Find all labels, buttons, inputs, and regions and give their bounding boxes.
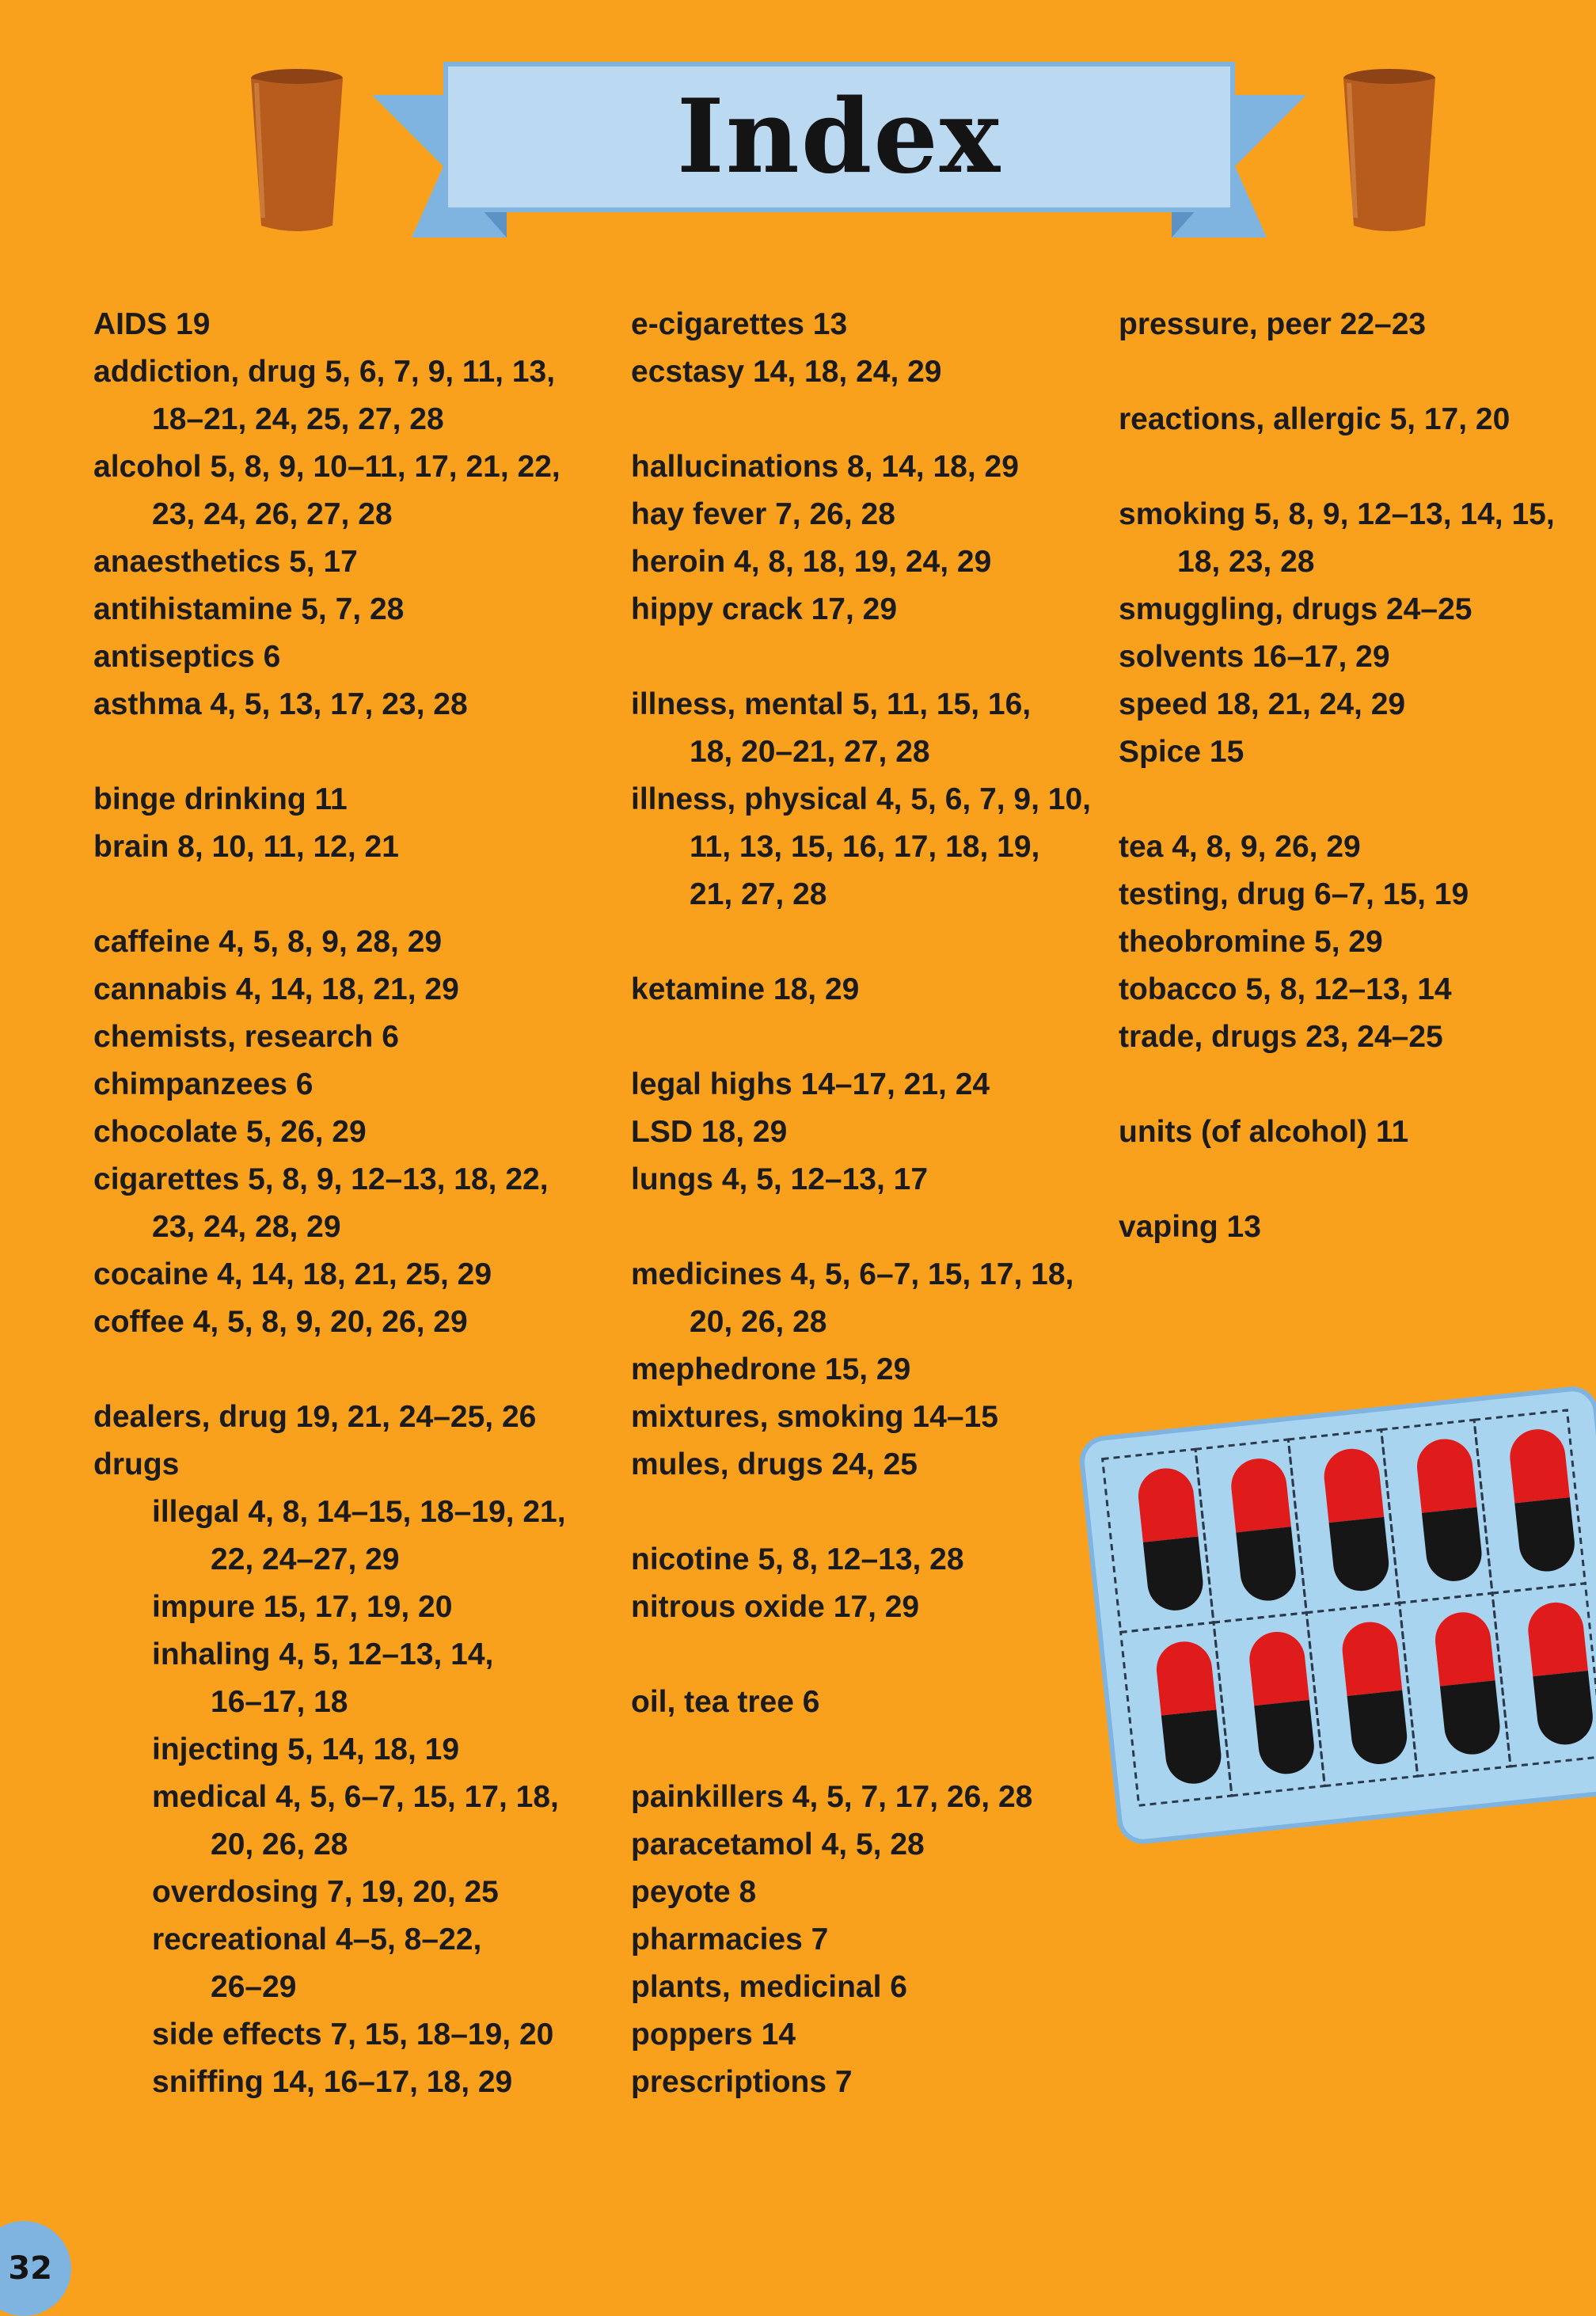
index-entry [631,1964,1122,2011]
index-entry [93,1441,616,1489]
index-entry [1119,681,1594,728]
index-entry [1119,918,1594,966]
index-gap [93,1346,616,1394]
entry-continuation: 23, 24, 26, 27, 28 [152,497,393,531]
index-subentry [93,1631,616,1726]
index-gap [1119,348,1594,396]
index-gap [1119,443,1594,491]
index-subentry [93,1869,616,1916]
index-entry [1119,1109,1594,1156]
index-gap [631,633,1122,681]
entry-continuation: 23, 24, 28, 29 [152,1210,341,1244]
index-entry [631,443,1122,491]
entry-text: cocaine 4, 14, 18, 21, 25, 29 [93,1257,492,1291]
entry-continuation: 18, 20–21, 27, 28 [690,735,930,769]
index-entry [1119,301,1594,348]
index-gap [1119,1156,1594,1204]
index-entry [93,776,616,823]
entry-text: Spice 15 [1119,735,1244,769]
entry-text: theobromine 5, 29 [1119,925,1383,959]
index-entry [631,681,1122,776]
entry-text: painkillers 4, 5, 7, 17, 26, 28 [631,1780,1033,1814]
index-entry [93,1061,616,1109]
entry-text: illness, mental 5, 11, 15, 16, [631,687,1032,721]
entry-text: nicotine 5, 8, 12–13, 28 [631,1542,964,1576]
index-entry [93,538,616,586]
index-entry [93,1251,616,1299]
index-entry [631,586,1122,633]
index-entry [631,1536,1122,1584]
index-entry [631,776,1122,871]
entry-text: vaping 13 [1119,1210,1261,1244]
entry-text: brain 8, 10, 11, 12, 21 [93,830,399,864]
entry-text: AIDS 19 [93,307,211,341]
index-column-1 [93,301,616,2106]
index-entry [1119,823,1594,871]
entry-text: antiseptics 6 [93,640,281,674]
index-entry [93,633,616,681]
entry-text: solvents 16–17, 29 [1119,640,1390,674]
entry-text: mephedrone 15, 29 [631,1352,911,1386]
index-entry [631,2059,1122,2106]
index-entry [631,348,1122,396]
entry-text: tea 4, 8, 9, 26, 29 [1119,830,1361,864]
index-entry [93,1109,616,1156]
entry-text: asthma 4, 5, 13, 17, 23, 28 [93,687,468,721]
entry-text: addiction, drug 5, 6, 7, 9, 11, 13, [93,355,556,389]
entry-text: overdosing 7, 19, 20, 25 [152,1875,499,1909]
cup-icon [1338,67,1441,238]
index-entry [1119,1204,1594,1251]
index-entry [1119,728,1594,776]
index-gap [93,728,616,776]
entry-text: paracetamol 4, 5, 28 [631,1827,925,1862]
index-entry [93,586,616,633]
index-entry [631,1821,1122,1869]
entry-text: lungs 4, 5, 12–13, 17 [631,1162,929,1196]
entry-text: inhaling 4, 5, 12–13, 14, [152,1637,494,1671]
entry-continuation: 18–21, 24, 25, 27, 28 [152,402,444,436]
entry-text: injecting 5, 14, 18, 19 [152,1732,460,1766]
index-entry [1119,633,1594,681]
index-gap [631,1013,1122,1061]
entry-text: cigarettes 5, 8, 9, 12–13, 18, 22, [93,1162,549,1196]
entry-text: medical 4, 5, 6–7, 15, 17, 18, [152,1780,559,1814]
index-entry [631,1394,1122,1441]
entry-text: testing, drug 6–7, 15, 19 [1119,877,1469,911]
index-entry [631,1679,1122,1726]
entry-text: ketamine 18, 29 [631,972,860,1006]
entry-text: drugs [93,1447,180,1481]
entry-text: oil, tea tree 6 [631,1685,820,1719]
entry-text: heroin 4, 8, 18, 19, 24, 29 [631,545,992,579]
index-entry [1119,586,1594,633]
banner-box [443,62,1235,212]
entry-text: illegal 4, 8, 14–15, 18–19, 21, [152,1495,566,1529]
index-subentry [93,1774,616,1869]
entry-text: pressure, peer 22–23 [1119,307,1427,341]
page-title: Index [676,78,1002,196]
index-entry [631,1774,1122,1821]
pill-blister-pack-icon [1077,1383,1596,1847]
index-entry [631,1109,1122,1156]
index-entry [631,491,1122,538]
entry-text: anaesthetics 5, 17 [93,545,358,579]
index-column-3 [1119,301,1594,1251]
index-entry [93,823,616,871]
index-entry [631,1156,1122,1204]
index-entry [93,918,616,966]
title-banner [364,55,1314,245]
entry-text: peyote 8 [631,1875,757,1909]
entry-text: hippy crack 17, 29 [631,592,898,626]
index-entry [93,1013,616,1061]
index-entry [1119,871,1594,918]
index-gap [1119,776,1594,823]
entry-text: chocolate 5, 26, 29 [93,1115,367,1149]
entry-continuation: 26–29 [211,1970,297,2004]
entry-text: legal highs 14–17, 21, 24 [631,1067,990,1101]
index-gap [1119,1061,1594,1109]
entry-text: smuggling, drugs 24–25 [1119,592,1472,626]
entry-text: tobacco 5, 8, 12–13, 14 [1119,972,1452,1006]
index-gap [631,1726,1122,1774]
entry-text: pharmacies 7 [631,1922,829,1957]
index-entry [631,538,1122,586]
index-entry [93,1299,616,1346]
index-entry [631,1584,1122,1631]
index-entry [631,1869,1122,1916]
index-subentry [93,1584,616,1631]
entry-text: sniffing 14, 16–17, 18, 29 [152,2065,513,2099]
entry-text: caffeine 4, 5, 8, 9, 28, 29 [93,925,443,959]
entry-text: chimpanzees 6 [93,1067,314,1101]
index-entry [631,1441,1122,1489]
index-entry [93,301,616,348]
index-entry [93,966,616,1013]
entry-text: cannabis 4, 14, 18, 21, 29 [93,972,459,1006]
entry-text: ecstasy 14, 18, 24, 29 [631,355,942,389]
index-entry [631,1251,1122,1346]
entry-continuation: 11, 13, 15, 16, 17, 18, 19, [690,830,1040,864]
entry-text: poppers 14 [631,2017,796,2052]
entry-continuation: 21, 27, 28 [690,877,827,911]
index-gap [631,918,1122,966]
entry-text: coffee 4, 5, 8, 9, 20, 26, 29 [93,1305,468,1339]
index-subentry [93,2011,616,2059]
entry-continuation: 20, 26, 28 [211,1827,348,1862]
index-entry [631,2011,1122,2059]
index-entry [631,1916,1122,1964]
entry-text: medicines 4, 5, 6–7, 15, 17, 18, [631,1257,1074,1291]
index-entry [93,1156,616,1251]
page-number-badge [0,2221,71,2316]
entry-text: nitrous oxide 17, 29 [631,1590,920,1624]
entry-continuation: 22, 24–27, 29 [211,1542,400,1576]
index-entry [631,1061,1122,1109]
index-entry [1119,1013,1594,1061]
index-gap [631,396,1122,443]
entry-text: alcohol 5, 8, 9, 10–11, 17, 21, 22, [93,450,560,484]
index-gap [631,1631,1122,1679]
entry-text: antihistamine 5, 7, 28 [93,592,405,626]
entry-text: illness, physical 4, 5, 6, 7, 9, 10, [631,782,1092,816]
entry-text: hallucinations 8, 14, 18, 29 [631,450,1019,484]
entry-text: dealers, drug 19, 21, 24–25, 26 [93,1400,537,1434]
entry-text: chemists, research 6 [93,1020,399,1054]
index-entry [93,681,616,728]
entry-text: binge drinking 11 [93,782,348,816]
entry-continuation: 16–17, 18 [211,1685,348,1719]
index-entry [1119,396,1594,443]
entry-text: prescriptions 7 [631,2065,853,2099]
entry-text: LSD 18, 29 [631,1115,788,1149]
entry-text: plants, medicinal 6 [631,1970,907,2004]
index-gap [631,1204,1122,1251]
index-entry [631,966,1122,1013]
entry-text: units (of alcohol) 11 [1119,1115,1409,1149]
cup-icon [245,67,348,238]
entry-text: trade, drugs 23, 24–25 [1119,1020,1443,1054]
index-entry [93,443,616,538]
entry-text: recreational 4–5, 8–22, [152,1922,482,1957]
index-column-2 [631,301,1122,2106]
index-gap [631,1489,1122,1536]
entry-continuation: 20, 26, 28 [690,1305,827,1339]
entry-text: mules, drugs 24, 25 [631,1447,918,1481]
entry-text: e-cigarettes 13 [631,307,848,341]
index-entry [1119,491,1594,586]
index-entry [93,1394,616,1441]
index-entry [631,871,1122,918]
index-entry [631,1346,1122,1394]
entry-text: reactions, allergic 5, 17, 20 [1119,402,1510,436]
entry-text: impure 15, 17, 19, 20 [152,1590,453,1624]
entry-text: hay fever 7, 26, 28 [631,497,895,531]
index-gap [93,871,616,918]
index-entry [1119,966,1594,1013]
index-entry [631,301,1122,348]
entry-text: mixtures, smoking 14–15 [631,1400,998,1434]
entry-text: side effects 7, 15, 18–19, 20 [152,2017,554,2052]
index-subentry [93,1489,616,1584]
entry-text: smoking 5, 8, 9, 12–13, 14, 15, [1119,497,1555,531]
index-subentry [93,1916,616,2011]
page-number: 32 [8,2250,52,2287]
index-subentry [93,1726,616,1774]
entry-continuation: 18, 23, 28 [1177,545,1315,579]
index-subentry [93,2059,616,2106]
entry-text: speed 18, 21, 24, 29 [1119,687,1406,721]
index-entry [93,348,616,443]
